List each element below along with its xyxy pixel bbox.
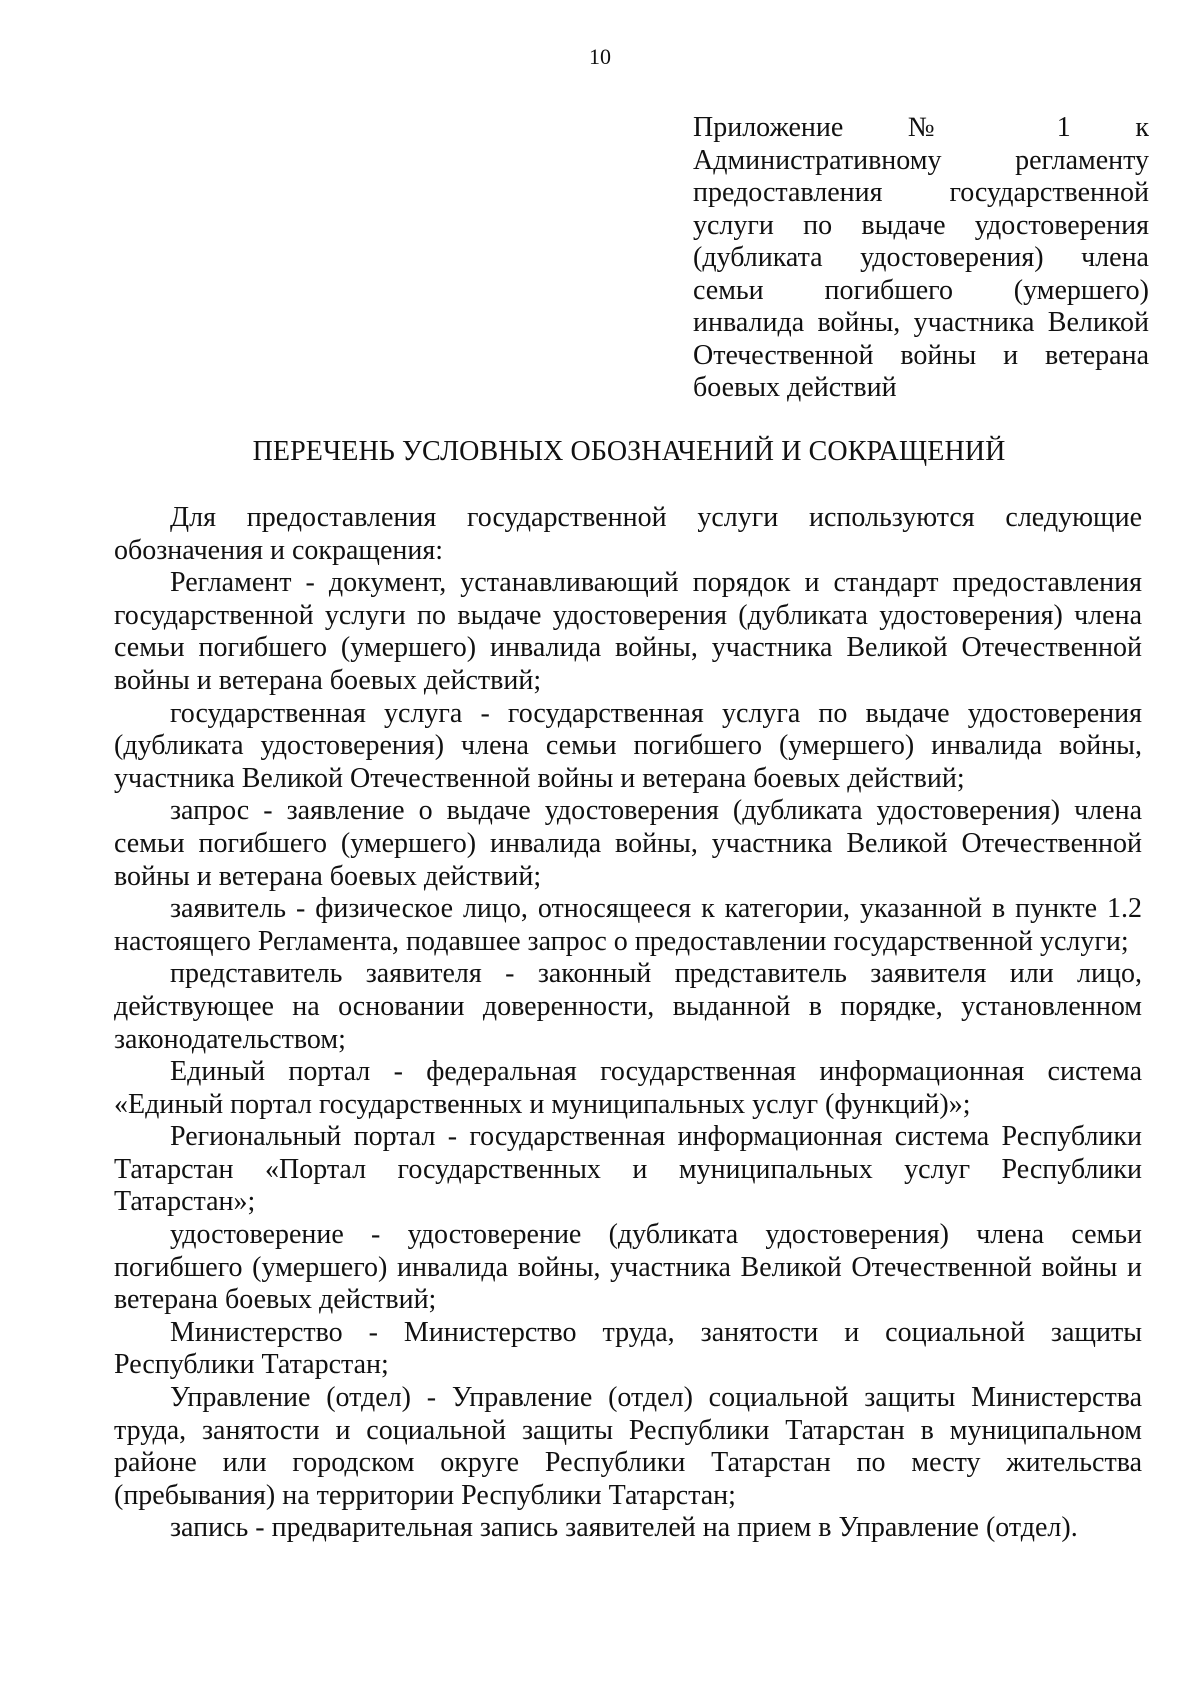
definition-applicant-representative: представитель заявителя - законный представитель заявителя или лицо, действующее на основании доверенности, выданной в порядке, установленном законодательством; [114,958,1142,1055]
definition-unified-portal: Единый портал - федеральная государственная информационная система «Единый портал государственных и муниципальных услуг (функций)»; [114,1056,1142,1120]
page-number: 10 [589,44,611,69]
appendix-text: Приложение № 1 к Административному регламенту предоставления государственной услуги по выдаче удостоверения (дубликата удостоверения) члена семьи погибшего (умершего) инвалида войны, участника Великой Отечественной войны и ветерана [693,112,1149,371]
paragraph-intro: Для предоставления государственной услуги используются следующие обозначения и сокращения: [114,502,1142,566]
definition-state-service: государственная услуга - государственная услуга по выдаче удостоверения (дубликата удостоверения) члена семьи погибшего (умершего) инвалида войны, участника Великой Отечественной войны и ветерана боевых действий; [114,697,1142,794]
definition-certificate: удостоверение - удостоверение (дубликата удостоверения) члена семьи погибшего (умершего) инвалида войны, участника Великой Отечественной войны и ветерана боевых действий; [114,1219,1142,1316]
appendix-last-line: боевых действий [693,372,897,403]
document-body [114,502,1142,1545]
definition-ministry: Министерство - Министерство труда, занятости и социальной защиты Республики Татарстан; [114,1316,1142,1381]
definition-regulation: Регламент - документ, устанавливающий порядок и стандарт предоставления государственной услуги по выдаче удостоверения (дубликата удостоверения) члена семьи погибшего (умершего) инвалида войны, участника Великой Отечественной войны и ветерана боевых действий; [114,567,1142,696]
definition-request: запрос - заявление о выдаче удостоверения (дубликата удостоверения) члена семьи погибшего (умершего) инвалида войны, участника Великой Отечественной войны и ветерана боевых действий; [114,795,1142,892]
definition-regional-portal: Региональный портал - государственная информационная система Республики Татарстан «Портал государственных и муниципальных услуг Республики Татарстан»; [114,1121,1142,1218]
document-title: ПЕРЕЧЕНЬ УСЛОВНЫХ ОБОЗНАЧЕНИЙ И СОКРАЩЕНИЙ [252,436,1006,467]
appendix-reference [693,112,1149,405]
definition-applicant: заявитель - физическое лицо, относящееся к категории, указанной в пункте 1.2 настоящего Регламента, подавшее запрос о предоставлении государственной услуги; [114,893,1142,957]
definition-appointment: запись - предварительная запись заявителей на прием в Управление (отдел). [170,1512,1078,1544]
definition-department: Управление (отдел) - Управление (отдел) социальной защиты Министерства труда, занятости и социальной защиты Республики Татарстан в муниципальном районе или городском округе Республики Татарстан по месту жительства (пребывания) на территории Республики Татарстан; [114,1382,1142,1511]
